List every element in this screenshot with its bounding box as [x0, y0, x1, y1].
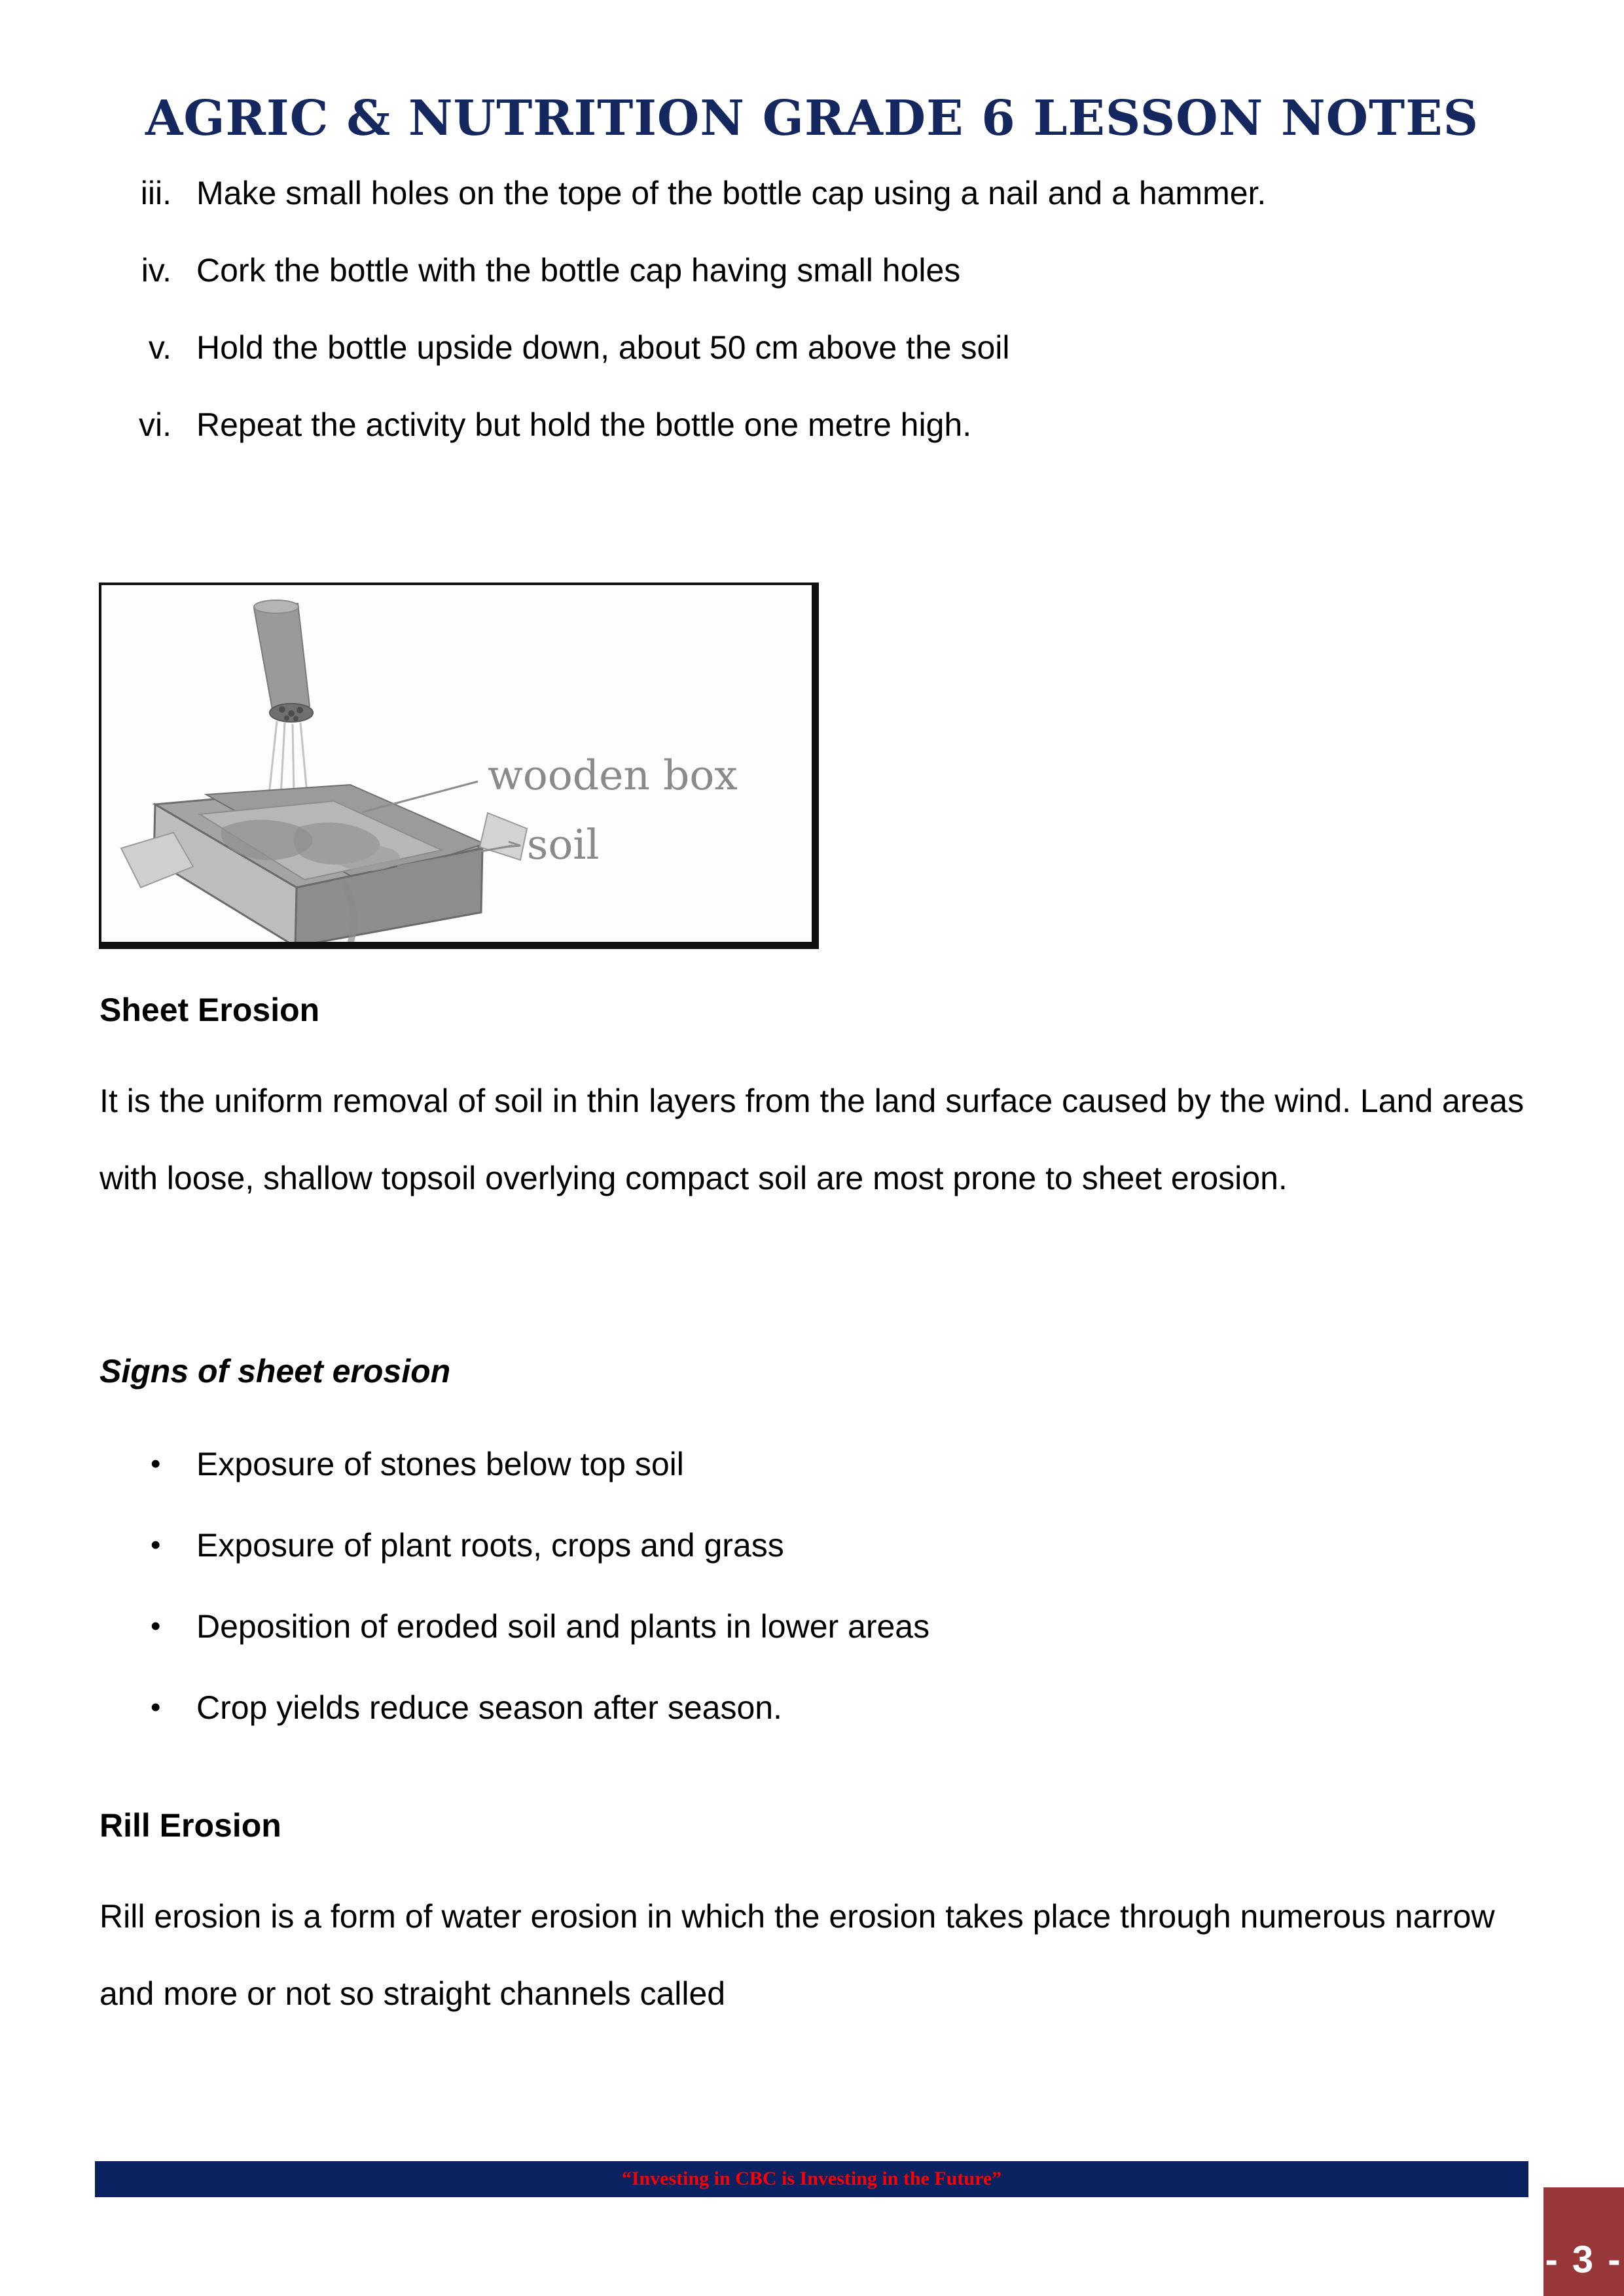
page-number-box — [1543, 2187, 1624, 2296]
rill-erosion-heading: Rill Erosion — [99, 1807, 281, 1844]
list-item-text: Crop yields reduce season after season. — [196, 1689, 782, 1726]
procedure-list — [99, 154, 1526, 463]
rill-erosion-section — [99, 1808, 1526, 2032]
footer-bar — [95, 2161, 1528, 2197]
list-item — [99, 386, 1526, 463]
signs-of-sheet-erosion-section — [99, 1354, 1526, 1748]
list-item — [99, 309, 1526, 386]
list-item-text: Hold the bottle upside down, about 50 cm above the soil — [196, 329, 1010, 366]
list-marker: iv. — [141, 252, 171, 289]
signs-heading: Signs of sheet erosion — [99, 1353, 451, 1390]
wooden-box-soil-illustration — [101, 585, 812, 942]
list-marker: iii. — [140, 175, 171, 211]
bullet-icon: • — [151, 1691, 161, 1723]
list-item-text: Repeat the activity but hold the bottle one metre high. — [196, 406, 972, 443]
bullet-icon: • — [151, 1610, 161, 1642]
page-number: - 3 - — [1545, 2238, 1623, 2281]
list-item — [99, 1667, 1526, 1748]
list-item — [99, 232, 1526, 309]
bullet-icon: • — [151, 1529, 161, 1561]
list-item-text: Make small holes on the tope of the bottle cap using a nail and a hammer. — [196, 175, 1267, 211]
signs-bullet-list — [99, 1424, 1526, 1748]
sheet-erosion-section — [99, 992, 1526, 1217]
list-item — [99, 1424, 1526, 1505]
list-item — [99, 154, 1526, 232]
document-content — [99, 154, 1526, 463]
list-item-text: Exposure of stones below top soil — [196, 1446, 684, 1482]
footer-slogan: “Investing in CBC is Investing in the Future” — [621, 2168, 1002, 2189]
list-marker: vi. — [139, 406, 171, 443]
page-title: AGRIC & NUTRITION GRADE 6 LESSON NOTES — [145, 90, 1479, 147]
label-wooden-box: wooden box — [488, 751, 738, 799]
list-item-text: Exposure of plant roots, crops and grass — [196, 1527, 784, 1564]
list-marker: v. — [148, 329, 171, 366]
sheet-erosion-heading: Sheet Erosion — [99, 992, 320, 1028]
list-item — [99, 1586, 1526, 1667]
label-soil: soil — [527, 821, 600, 869]
list-item-text: Cork the bottle with the bottle cap having small holes — [196, 252, 961, 289]
figure-wooden-box-soil — [99, 583, 819, 949]
list-item-text: Deposition of eroded soil and plants in lower areas — [196, 1608, 930, 1645]
rill-erosion-paragraph: Rill erosion is a form of water erosion in which the erosion takes place through numerous narrow and more or not so straight channels called — [99, 1898, 1495, 2012]
sheet-erosion-paragraph: It is the uniform removal of soil in thin layers from the land surface caused by the wind. Land areas with loose, shallow topsoil overlying compact soil are most prone to sheet erosion. — [99, 1083, 1525, 1196]
bullet-icon: • — [151, 1448, 161, 1480]
list-item — [99, 1505, 1526, 1586]
